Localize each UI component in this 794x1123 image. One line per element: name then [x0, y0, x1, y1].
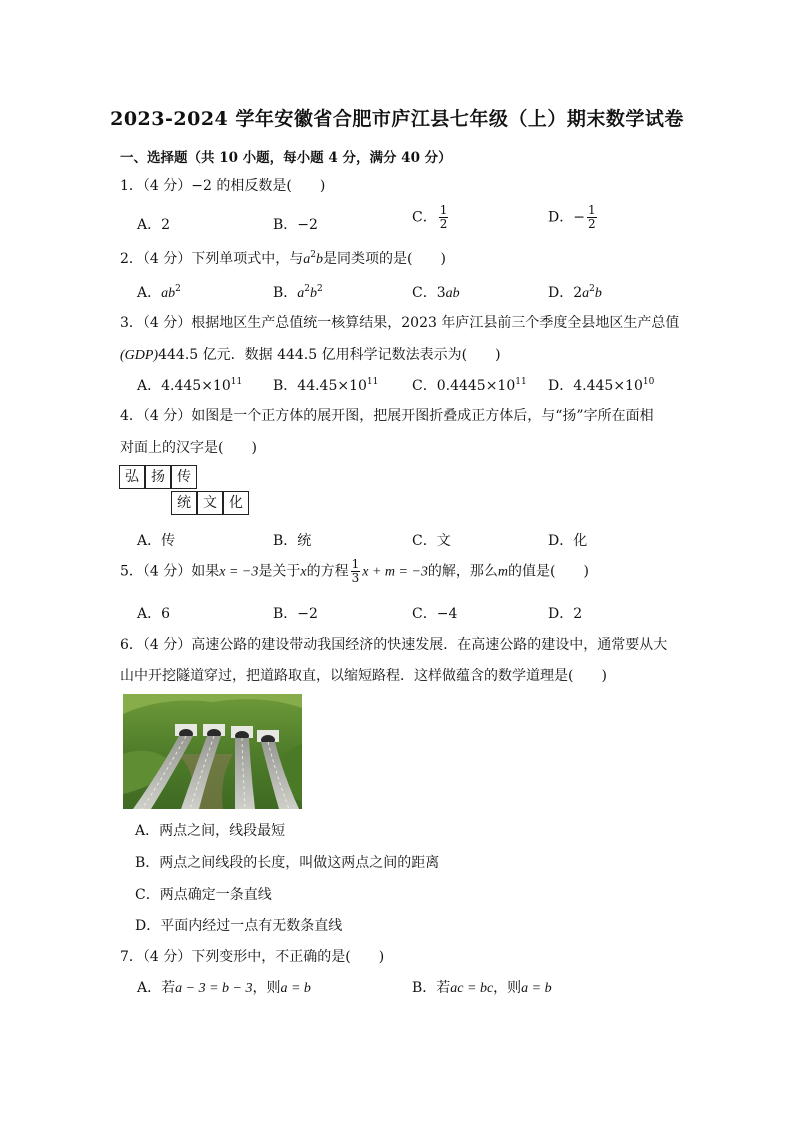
q4-option-b: B．统 — [273, 533, 312, 549]
tunnel-highway-illustration — [123, 694, 302, 809]
q1-option-b: B．−2 — [273, 217, 318, 233]
q2-option-c: C．3ab — [412, 285, 460, 301]
q3-option-b: B．$44.45\times 10^{11}$ — [273, 377, 379, 394]
cube-net-figure — [119, 465, 251, 517]
net-cell: 文 — [197, 491, 223, 515]
q4-option-c: C．文 — [412, 533, 451, 549]
answer-blank: ( ) — [286, 178, 326, 194]
q7-option-b: B．若ac = bc，则a = b — [412, 980, 552, 996]
q3-option-d: D．$4.445\times 10^{10}$ — [548, 377, 655, 394]
q2-option-b: B．$a^2b^2$ — [273, 284, 323, 301]
question-4: 4．（4 分）如图是一个正方体的展开图，把展开图折叠成正方体后，与“扬”字所在面相 — [120, 408, 654, 424]
question-number: 7．（4 分） — [120, 949, 192, 965]
q5-option-b: B．−2 — [273, 606, 318, 622]
q1-option-c: C． $\frac{1}{2}$ — [412, 203, 448, 231]
q3-option-a: A．$4.445\times 10^{11}$ — [137, 377, 243, 394]
question-3: 3．（4 分）根据地区生产总值统一核算结果，2023 年庐江县前三个季度全县地区生产总值 — [120, 315, 680, 331]
answer-blank: ( ) — [218, 440, 257, 456]
answer-blank: ( ) — [407, 251, 446, 267]
net-cell: 传 — [171, 465, 197, 489]
exam-title: 2023-2024 学年安徽省合肥市庐江县七年级（上）期末数学试卷 — [110, 108, 684, 130]
question-2: 2．（4 分）下列单项式中，与$a^2b$是同类项的是( ) — [120, 250, 446, 267]
fraction: $\frac{1}{2}$ — [587, 203, 596, 231]
q3-option-c: C．$0.4445\times 10^{11}$ — [412, 377, 527, 394]
question-6-line-2: 山中开挖隧道穿过，把道路取直，以缩短路程．这样做蕴含的数学道理是( ) — [120, 668, 607, 684]
q1-option-d: D．− $\frac{1}{2}$ — [548, 203, 596, 231]
q5-option-a: A．6 — [137, 606, 171, 622]
q6-option-a: A．两点之间，线段最短 — [135, 823, 286, 839]
q2-option-a: A．$ab^2$ — [137, 284, 181, 301]
q5-option-c: C．−4 — [412, 606, 458, 622]
question-number: 1．（4 分） — [120, 178, 192, 194]
answer-blank: ( ) — [550, 563, 589, 580]
question-7: 7．（4 分）下列变形中，不正确的是( ) — [120, 949, 385, 965]
net-cell: 扬 — [145, 465, 171, 489]
q6-option-d: D．平面内经过一点有无数条直线 — [135, 918, 343, 934]
net-cell: 弘 — [119, 465, 145, 489]
section-heading: 一、选择题（共 10 小题，每小题 4 分，满分 40 分） — [120, 150, 452, 166]
fraction: $\frac{1}{2}$ — [439, 203, 448, 231]
question-number: 4．（4 分） — [120, 408, 192, 424]
q6-option-b: B．两点之间线段的长度，叫做这两点之间的距离 — [135, 855, 440, 871]
question-number: 5．（4 分） — [120, 563, 192, 580]
q5-option-d: D．2 — [548, 606, 583, 622]
q4-option-a: A．传 — [137, 533, 176, 549]
question-3-line-2: (GDP)444.5 亿元．数据 444.5 亿用科学记数法表示为( ) — [120, 347, 501, 363]
question-4-line-2: 对面上的汉字是( ) — [120, 440, 257, 456]
tunnel-highway-photo — [123, 694, 302, 809]
q6-option-c: C．两点确定一条直线 — [135, 887, 272, 903]
question-6: 6．（4 分）高速公路的建设带动我国经济的快速发展．在高速公路的建设中，通常要从大 — [120, 637, 668, 653]
net-cell: 化 — [223, 491, 249, 515]
q7-option-a: A．若a − 3 = b − 3，则a = b — [137, 980, 311, 996]
q4-option-d: D．化 — [548, 533, 588, 549]
q1-option-a: A．2 — [137, 217, 171, 233]
question-stem: −2 的相反数是 — [191, 178, 287, 194]
question-5: 5．（4 分）如果x = −3是关于x的方程 $\frac{1}{3}$ x + m = −3的解，那么m的值是( ) — [120, 557, 589, 585]
question-1 — [120, 175, 325, 195]
answer-blank: ( ) — [345, 949, 385, 965]
q2-option-d: D．$2a^2b$ — [548, 284, 602, 301]
answer-blank: ( ) — [568, 668, 607, 684]
question-number: 2．（4 分） — [120, 251, 192, 267]
answer-blank: ( ) — [461, 347, 501, 363]
question-number: 6．（4 分） — [120, 637, 192, 653]
question-number: 3．（4 分） — [120, 315, 192, 331]
net-cell: 统 — [171, 491, 197, 515]
fraction: $\frac{1}{3}$ — [351, 557, 360, 585]
